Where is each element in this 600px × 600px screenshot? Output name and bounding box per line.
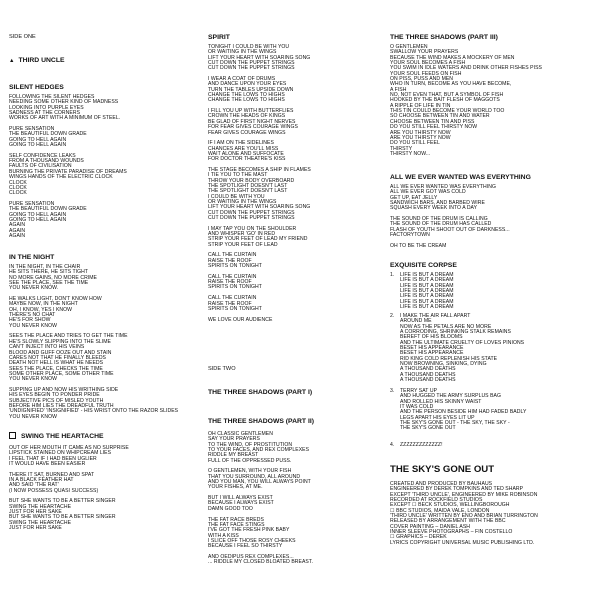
lyric-line: THE BEAUTIFUL DOWN GRADE [9, 206, 87, 213]
triangle-icon: ▲ [9, 58, 15, 64]
lyric-line: OH, I KNOW, YES I KNOW [9, 306, 72, 313]
lyric-line: THIRSTY [390, 145, 413, 152]
lyric-line: TERRY SAT UP [400, 388, 438, 394]
lyric-line: RELEASED BY ARRANGEMENT WITH THE BBC [390, 518, 506, 525]
lyric-line: AND THE PERSON BESIDE HIM HAD FADED BADLY [400, 409, 527, 416]
lyric-line: HE SITS THERE, HE SITS TIGHT [9, 269, 89, 276]
lyric-line: JUST FOR HER SAKE [9, 525, 62, 532]
lyric-line: I MAKE THE AIR FALL APART [400, 313, 471, 319]
lyric-line: RAISE THE ROOF [208, 257, 252, 264]
lyric-line: I WEAR A COAT OF DRUMS [208, 76, 276, 83]
exquisite-corpse-part-2 [390, 313, 525, 384]
lyric-line: 'THIRD UNCLE' WRITTEN BY ENO AND BRIAN TURRINGTON [390, 513, 538, 520]
lyric-line: AND YOU MAN, YOU WILL ALWAYS POINT [208, 479, 311, 486]
lyric-line: CALL THE CURTAIN [208, 252, 257, 259]
lyric-line: THERE'S NO CHAT [9, 312, 56, 319]
part-number: 4. [390, 442, 395, 448]
lyric-line: FULL OF THE OPPRESSED PUSS. [208, 457, 292, 464]
lyric-line: SWING THE HEARTACHE [9, 519, 72, 526]
exquisite-corpse-part-3 [390, 388, 527, 432]
lyric-line: AGAIN [9, 232, 26, 239]
lyric-line: LIFE IS BUT A DREAM [400, 288, 454, 295]
lyric-line: NOW BROWNING, SINKING, DYING [400, 361, 487, 368]
lyric-line: WORKS OF ART WITH A MINIMUM OF STEEL. [9, 115, 121, 122]
lyric-line: STRIP YOUR FEET OF LEAD MY FRIEND [208, 236, 308, 243]
lyric-line: CHANGE THE LOWS TO HIGHS [208, 92, 285, 99]
lyric-line: AND HUGGED THE ARMY SURPLUS BAG [400, 393, 501, 400]
lyric-line: RIDDLE MY BREAST [208, 452, 259, 459]
lyric-line: BEREFT OF HIS BLOOMS [400, 334, 463, 341]
lyric-line: THIRSTY NOW... [390, 150, 431, 157]
exquisite-corpse-heading: EXQUISITE CORPSE [390, 262, 457, 269]
lyric-line: BURNING THE PRIVATE PARADISE OF DREAMS [9, 168, 127, 175]
lyric-line: LIFE IS BUT A DREAM [400, 293, 454, 300]
part-number: 3. [390, 388, 395, 394]
all-we-ever-heading: ALL WE EVER WANTED WAS EVERYTHING [390, 174, 531, 181]
lyric-line: NEEDING SOME OTHER KIND OF MADNESS [9, 99, 119, 106]
lyric-line: ARE YOU THIRSTY NOW [390, 129, 451, 136]
spirit-lyrics [208, 45, 311, 323]
lyric-line: A CORRODING, SHRINKING STALK REMAINS [400, 329, 511, 336]
lyric-line: YOU NEVER KNOW. [9, 285, 59, 292]
lyric-line: CAN'T INJECT INTO HIS VEINS [9, 344, 85, 351]
lyric-line: LIFT YOUR HEART WITH SOARING SONG [208, 204, 311, 211]
silent-hedges-heading: SILENT HEDGES [9, 84, 64, 91]
lyric-line: FOLLOWING THE SILENT HEDGES [9, 94, 95, 100]
lyric-line: AND ROLLED HIS SKINNY WAIST [400, 398, 482, 405]
lyric-line: AROUND ME [400, 318, 432, 325]
lyric-line: THIS TIN COULD BECOME YOUR WORLD TOO [390, 108, 505, 115]
lyric-line: LIFT YOUR HEART WITH SOARING SONG [208, 54, 311, 61]
lyric-line: LIFE IS BUT A DREAM [400, 298, 454, 305]
lyric-line: SAY YOUR PRAYERS [208, 436, 260, 443]
lyric-line: NOW AS THE PETALS ARE NO MORE [400, 323, 492, 330]
lyric-line: CUT DOWN THE PUPPET STRINGS [208, 215, 295, 221]
lyric-line: IT WAS COLD [400, 404, 434, 411]
lyric-line: AND OEDIPUS REX COMPLEXES... [208, 553, 294, 560]
third-uncle-title: THIRD UNCLE [18, 57, 65, 64]
lyric-line: YOU NEVER KNOW [9, 413, 57, 420]
part-lyrics [390, 313, 525, 384]
lyric-line: NO MORE GAINS, NO MORE CRIME [9, 274, 97, 281]
lyric-line: IN A BLACK FEATHER HAT [9, 477, 74, 484]
lyric-line: YOU NEVER KNOW [9, 322, 57, 329]
lyric-line: IT WOULD HAVE BEEN EASIER [9, 461, 86, 468]
lyric-line: RAISE THE ROOF [208, 279, 252, 286]
lyric-line: BESET HIS APPEARANCE [400, 350, 464, 357]
lyric-line: OH TO BE THE CREAM [390, 242, 447, 249]
lyric-line: A THOUSAND DEATHS [400, 377, 456, 384]
three-shadows-2-heading: THE THREE SHADOWS (PART II) [208, 418, 314, 425]
lyric-line: AGAIN [9, 227, 26, 234]
lyric-line: HOOKED BY THE BAIT FLESH OF MAGGOTS [390, 97, 500, 104]
lyric-line: SUBJECTIVE PICS OF MISLED YOUTH [9, 397, 104, 404]
lyric-line: SPIRITS ON TONIGHT [208, 263, 262, 270]
lyric-line: LIPSTICK STAINED ON WHIPCREAM LIES [9, 450, 112, 457]
lyric-line: GOING TO HELL AGAIN [9, 211, 67, 218]
lyric-line: I TIE YOU TO THE MAST [208, 172, 268, 179]
lyric-line: THERE IT SAT, BURNED AND SPAT [9, 471, 95, 478]
lyric-line: DEATH NOT HELL IS WHAT HE NEEDS [9, 360, 104, 367]
lyric-line: CLOCK [9, 179, 27, 186]
lyric-line: AGAIN [9, 222, 26, 229]
lyric-line: CUT DOWN THE PUPPET STRINGS [208, 65, 295, 72]
lyric-line: CHANCES ARE YOU'LL MISS [208, 145, 279, 152]
lyric-line: FACTORYTOWN [390, 232, 430, 239]
lyric-line: THE SKY'S GONE OUT - THE SKY, THE SKY - [400, 420, 510, 427]
lyric-line: IF I AM ON THE SIDELINES [208, 140, 274, 147]
lyric-line: OUT OF HER MOUTH IT CAME AS NO SURPRISE [9, 445, 129, 451]
lyric-line: HE'S FOR SHOW [9, 317, 51, 324]
lyric-line: A FISH [390, 86, 407, 93]
lyric-line: O GENTLEMEN [390, 44, 428, 50]
lyric-line: I'VE GOT THE FRESH PINK BABY [208, 527, 290, 534]
lyric-line: THE SPOTLIGHT DOESN'T LAST [208, 188, 288, 195]
swing-the-heartache-heading [9, 432, 104, 440]
lyric-line: BECAUSE I FEEL SO THIRSTY [208, 543, 283, 550]
lyric-line: HE'S SLOWLY SLIPPING INTO THE SLIME [9, 338, 111, 345]
lyric-line: BLOOD AND GUFF OOZE OUT AND STAIN [9, 349, 112, 356]
lyric-line: THE SOUND OF THE DRUM IS CALLING [390, 216, 488, 223]
lyric-line: CHANGE THE LOWS TO HIGHS [208, 97, 285, 104]
lyric-line: TO THE WIND, OF PROSTITUTION [208, 441, 293, 448]
lyric-line: SPIRITS ON TONIGHT [208, 284, 262, 291]
lyric-line: OR WAITING IN THE WINGS [208, 198, 277, 205]
in-the-night-heading: IN THE NIGHT [9, 254, 55, 261]
lyric-line: EXCEPT 'THIRD UNCLE', ENGINEERED BY MIKE ROBINSON [390, 491, 538, 498]
lyric-line: (I NOW POSSESS QUASI SUCCESS) [9, 487, 99, 494]
side-two-label: SIDE TWO [208, 366, 236, 372]
lyric-line: FEAR GIVES COURAGE WINGS [208, 129, 286, 136]
exquisite-corpse-part-4 [390, 443, 443, 448]
lyric-line: I FILL YOU UP WITH BUTTERFLIES [208, 108, 294, 115]
lyric-line: A THOUSAND DEATHS [400, 371, 456, 378]
lyric-line: ON PISS, PUSS AND MEN [390, 76, 454, 83]
lyric-line: DO YOU STILL FEEL [390, 140, 440, 147]
lyric-line: LIFE IS BUT A DREAM [400, 304, 454, 311]
swing-the-heartache-lyrics [9, 446, 129, 532]
silent-hedges-lyrics [9, 95, 127, 239]
lyric-line: PURE SENSATION [9, 200, 55, 207]
lyric-line: ENGINEERED BY DEREK TOMPKINS AND TED SHARP [390, 486, 524, 493]
lyric-line: THE SKY'S GONE OUT [400, 425, 456, 432]
part-number: 2. [390, 313, 395, 319]
lyric-line: OR WAITING IN THE WINGS [208, 49, 277, 56]
lyric-line: DAMN GOOD TOO [208, 505, 253, 512]
lyric-line: THE SPOTLIGHT DOESN'T LAST [208, 182, 288, 189]
lyric-line: THROW YOUR BODY OVERBOARD [208, 177, 295, 184]
lyric-line: TO YOUR FACES, AND REX COMPLEXES [208, 447, 310, 454]
part-number: 1. [390, 272, 395, 278]
lyric-line: ☐ BBC STUDIOS, MAIDA VALE, LONDON [390, 507, 490, 514]
lyric-line: ALL WE EVER WANTED WAS EVERYTHING [390, 184, 496, 190]
lyric-line: ☐ GRAPHICS – DEREK [390, 534, 447, 541]
lyric-line: YOU SWIM IN IDLE WATERS AND DRINK OTHER FISHES PISS [390, 65, 542, 72]
exquisite-corpse-part-1 [390, 272, 454, 311]
lyric-line: SEES THE PLACE AND TRIES TO GET THE TIME [9, 333, 128, 340]
lyric-line: RAISE THE ROOF [208, 300, 252, 307]
lyric-line: HIS EYES BEGIN TO PONDER PRIDE [9, 392, 100, 399]
lyric-line: IN THE NIGHT, IN THE CHAIR [9, 264, 81, 270]
lyric-line: FAULTS OF CIVILISATION [9, 163, 72, 170]
part-lyrics [390, 272, 454, 311]
lyric-line: I FEEL THAT IF I HAD BEEN UGLIER [9, 455, 97, 462]
in-the-night-lyrics [9, 265, 178, 420]
lyric-line: ... RIDDLE MY CLOSED BLOATED BREAST. [208, 559, 313, 566]
lyric-line: A THOUSAND DEATHS [400, 366, 456, 373]
lyric-line: THE BEAUTIFUL DOWN GRADE [9, 131, 87, 138]
lyric-line: THE FAT FACE STINGS [208, 521, 265, 528]
side-one-label: SIDE ONE [9, 34, 36, 40]
third-uncle-heading [9, 57, 65, 65]
lyric-line: BEFORE HIM LIES THE DREADFUL TRUTH [9, 402, 114, 409]
lyric-line: CALL THE CURTAIN [208, 295, 257, 302]
lyric-line: SADNESS AT THE CORNERS [9, 110, 81, 117]
lyric-line: THAT YOU SURROUND, ALL AROUND [208, 473, 301, 480]
lyric-line: BE GLAD OF FIRST NIGHT NERVES [208, 118, 296, 125]
skys-gone-out-heading: THE SKY'S GONE OUT [390, 464, 495, 475]
lyric-line: GET UP, EAT JELLY [390, 194, 438, 201]
lyric-line: BUT SHE WANTS TO BE A BETTER SINGER [9, 514, 116, 521]
lyric-line: LIFE IS BUT A DREAM [400, 277, 454, 284]
lyric-line: SQUASH EVERY WEEK INTO A DAY [390, 205, 478, 212]
lyric-line: SEE THE PLACE, SEE THE TIME [9, 280, 89, 287]
lyric-line: HE WALKS LIGHT, DON'T KNOW HOW [9, 296, 102, 303]
lyric-line: THE STAGE BECOMES A SHIP IN FLAMES [208, 166, 311, 173]
lyric-line: CLOCK [9, 184, 27, 191]
lyric-line: YOU NEVER KNOW [9, 376, 57, 383]
lyric-line: SEES THE PLACE, CHECKS THE TIME [9, 365, 103, 372]
lyric-line: NO, NOT EVEN THAT, BUT A SYMBOL OF FISH [390, 92, 504, 99]
lyric-line: TURN THE TABLES UPSIDE DOWN [208, 86, 294, 93]
lyric-line: SO CHOOSE BETWEEN TIN AND WATER [390, 113, 490, 120]
lyric-line: CLOCK [9, 190, 27, 197]
lyric-line: SUPPING UP AND NOW HIS WRITHING SIDE [9, 386, 119, 393]
lyric-line: I MAY TAP YOU ON THE SHOULDER [208, 225, 297, 232]
lyric-line: CUT DOWN THE PUPPET STRINGS [208, 60, 295, 67]
lyric-line: BECAUSE I ALWAYS EXIST [208, 500, 274, 507]
lyric-line: RECORDED AT ROCKFIELD STUDIOS [390, 497, 483, 504]
lyric-line: GOING TO HELL AGAIN [9, 136, 67, 143]
lyric-line: SELF CONFIDENCE LEAKS [9, 152, 76, 159]
lyric-line: WAIT ALONE AND SUFFOCATE [208, 150, 284, 157]
lyric-line: SWING THE HEARTACHE [9, 503, 72, 510]
lyric-line: EXCEPT ☐ BECK STUDIOS, WELLINGBOROUGH [390, 502, 510, 509]
lyric-line: AND DANCE UPON YOUR EYES [208, 81, 287, 88]
lyric-line: YOUR FISHES, AT ME. [208, 484, 263, 491]
lyric-line: ZZZZZZZZZZZZZ! [400, 442, 443, 448]
all-we-ever-lyrics [390, 185, 510, 249]
lyric-line: LIFE IS BUT A DREAM [400, 272, 454, 278]
lyric-line: SWALLOW YOUR PRAYERS [390, 49, 459, 56]
lyric-line: STRIP YOUR FEET OF LEAD [208, 241, 278, 248]
lyric-line: LIFE IS BUT A DREAM [400, 282, 454, 289]
lyric-line: BECAUSE THE WIND MAKES A MOCKERY OF MEN [390, 54, 515, 61]
lyric-line: DO YOU STILL FEEL THIRSTY NOW [390, 124, 478, 131]
lyric-line: LOOKING INTO PURPLE EYES [9, 104, 84, 111]
lyric-line: GOING TO HELL AGAIN [9, 142, 67, 149]
lyric-line: CARES NOT THAT HE FINALLY BLEEDS [9, 354, 106, 361]
lyric-line: THE SOUND OF THE DRUM HAS CALLED [390, 221, 492, 228]
three-shadows-2-lyrics [208, 432, 313, 566]
lyric-line: CROWN THE HEADS OF KINGS [208, 113, 286, 120]
lyric-line: LYRICS COPYRIGHT UNIVERSAL MUSIC PUBLISHING LTD. [390, 539, 535, 546]
lyric-line: GOING TO HELL AGAIN [9, 216, 67, 223]
three-shadows-3-lyrics [390, 45, 542, 157]
lyric-line: THE FAT RACE BREDS [208, 516, 264, 523]
three-shadows-3-heading: THE THREE SHADOWS (PART III) [390, 34, 498, 41]
lyric-line: PURE SENSATION [9, 126, 55, 133]
three-shadows-1-heading: THE THREE SHADOWS (PART I) [208, 389, 313, 396]
lyric-line: FROM A THOUSAND WOUNDS [9, 158, 84, 165]
lyric-line: BUT I WILL ALWAYS EXIST [208, 495, 273, 502]
lyric-line: SOME OTHER PLACE, SOME OTHER TIME [9, 370, 114, 377]
lyric-line: BUT SHE WANTS TO BE A BETTER SINGER [9, 498, 116, 505]
box-icon [9, 432, 16, 439]
lyric-line: MAYBE NOW, IN THE NIGHT [9, 301, 78, 308]
lyric-line: WHO IN TURN, BECOME AS YOU HAVE BECOME, [390, 81, 512, 88]
lyric-line: CREATED AND PRODUCED BY BAUHAUS [390, 481, 493, 487]
lyric-line: AND THE ULTIMATE CRUELTY OF LOVES PINIONS [400, 339, 525, 346]
lyric-line: INNER SLEEVE PHOTOGRAPHS – FIN COSTELLO [390, 529, 513, 536]
lyric-line: WINGS HANDS OF THE ELECTRIC CLOCK [9, 174, 113, 181]
lyric-line: CHOOSE BETWEEN TIN AND PISS [390, 118, 475, 125]
lyric-line: OH CLASSIC GENTLEMEN [208, 431, 273, 437]
credits [390, 482, 538, 546]
lyric-line: LEGS APART HIS EYES LIT UP [400, 414, 475, 421]
lyric-line: A RIPPLE OF LIFE IN TIN [390, 102, 451, 109]
lyric-line: ARE YOU THIRSTY NOW [390, 134, 451, 141]
lyric-line: O GENTLEMEN, WITH YOUR FISH [208, 468, 292, 475]
part-lyrics [390, 388, 527, 432]
swing-the-heartache-title: SWING THE HEARTACHE [21, 433, 104, 440]
lyric-line: WE LOVE OUR AUDIENCE [208, 316, 273, 323]
lyric-line: SANDWICH BARS, AND BARBED WIRE [390, 200, 485, 207]
lyric-line: FOR DOCTOR THEATRE'S KISS [208, 156, 286, 163]
lyric-line: TONIGHT I COULD BE WITH YOU [208, 44, 290, 50]
lyric-line: I COULD BE WITH YOU [208, 193, 265, 200]
part-lyrics [390, 443, 443, 448]
lyric-line: COVER PAINTING – DANIEL ASH [390, 523, 471, 530]
lyric-line: FLASH OF YOUTH SHOOT OUT OF DARKNESS... [390, 226, 510, 233]
spirit-heading: SPIRIT [208, 34, 230, 41]
lyric-line: AND WHISPER 'GO' IN RED [208, 231, 276, 238]
lyric-line: CALL THE CURTAIN [208, 273, 257, 280]
lyric-line: FOR FEAR GIVES COURAGE WINGS [208, 124, 298, 131]
lyric-line: YOUR SOUL FEEDS ON FISH [390, 70, 462, 77]
lyric-line: WITH A KISS [208, 532, 239, 539]
lyric-line: YOUR SOUL BECOMES A FISH [390, 60, 466, 67]
lyric-line: AND SAID 'THE RAT' [9, 482, 59, 489]
lyric-line: RID KING COLD REPLENISH HIS STATE [400, 355, 498, 362]
lyric-line: I SLICE OFF THOSE ROSY CHEEKS [208, 537, 296, 544]
lyric-line: SPIRITS ON TONIGHT [208, 305, 262, 312]
lyric-line: JUST FOR HER SAKE [9, 509, 62, 516]
lyric-line: ALL WE EVER GOT WAS COLD [390, 189, 466, 196]
lyric-line: 'UNDIGNIFIED' 'INSIGNIFIED' - HIS WRIST ONTO THE RAZOR SLIDES [9, 408, 179, 415]
lyric-line: BESET HIS APPEARANCE [400, 345, 464, 352]
lyric-line: CUT DOWN THE PUPPET STRINGS [208, 209, 295, 216]
